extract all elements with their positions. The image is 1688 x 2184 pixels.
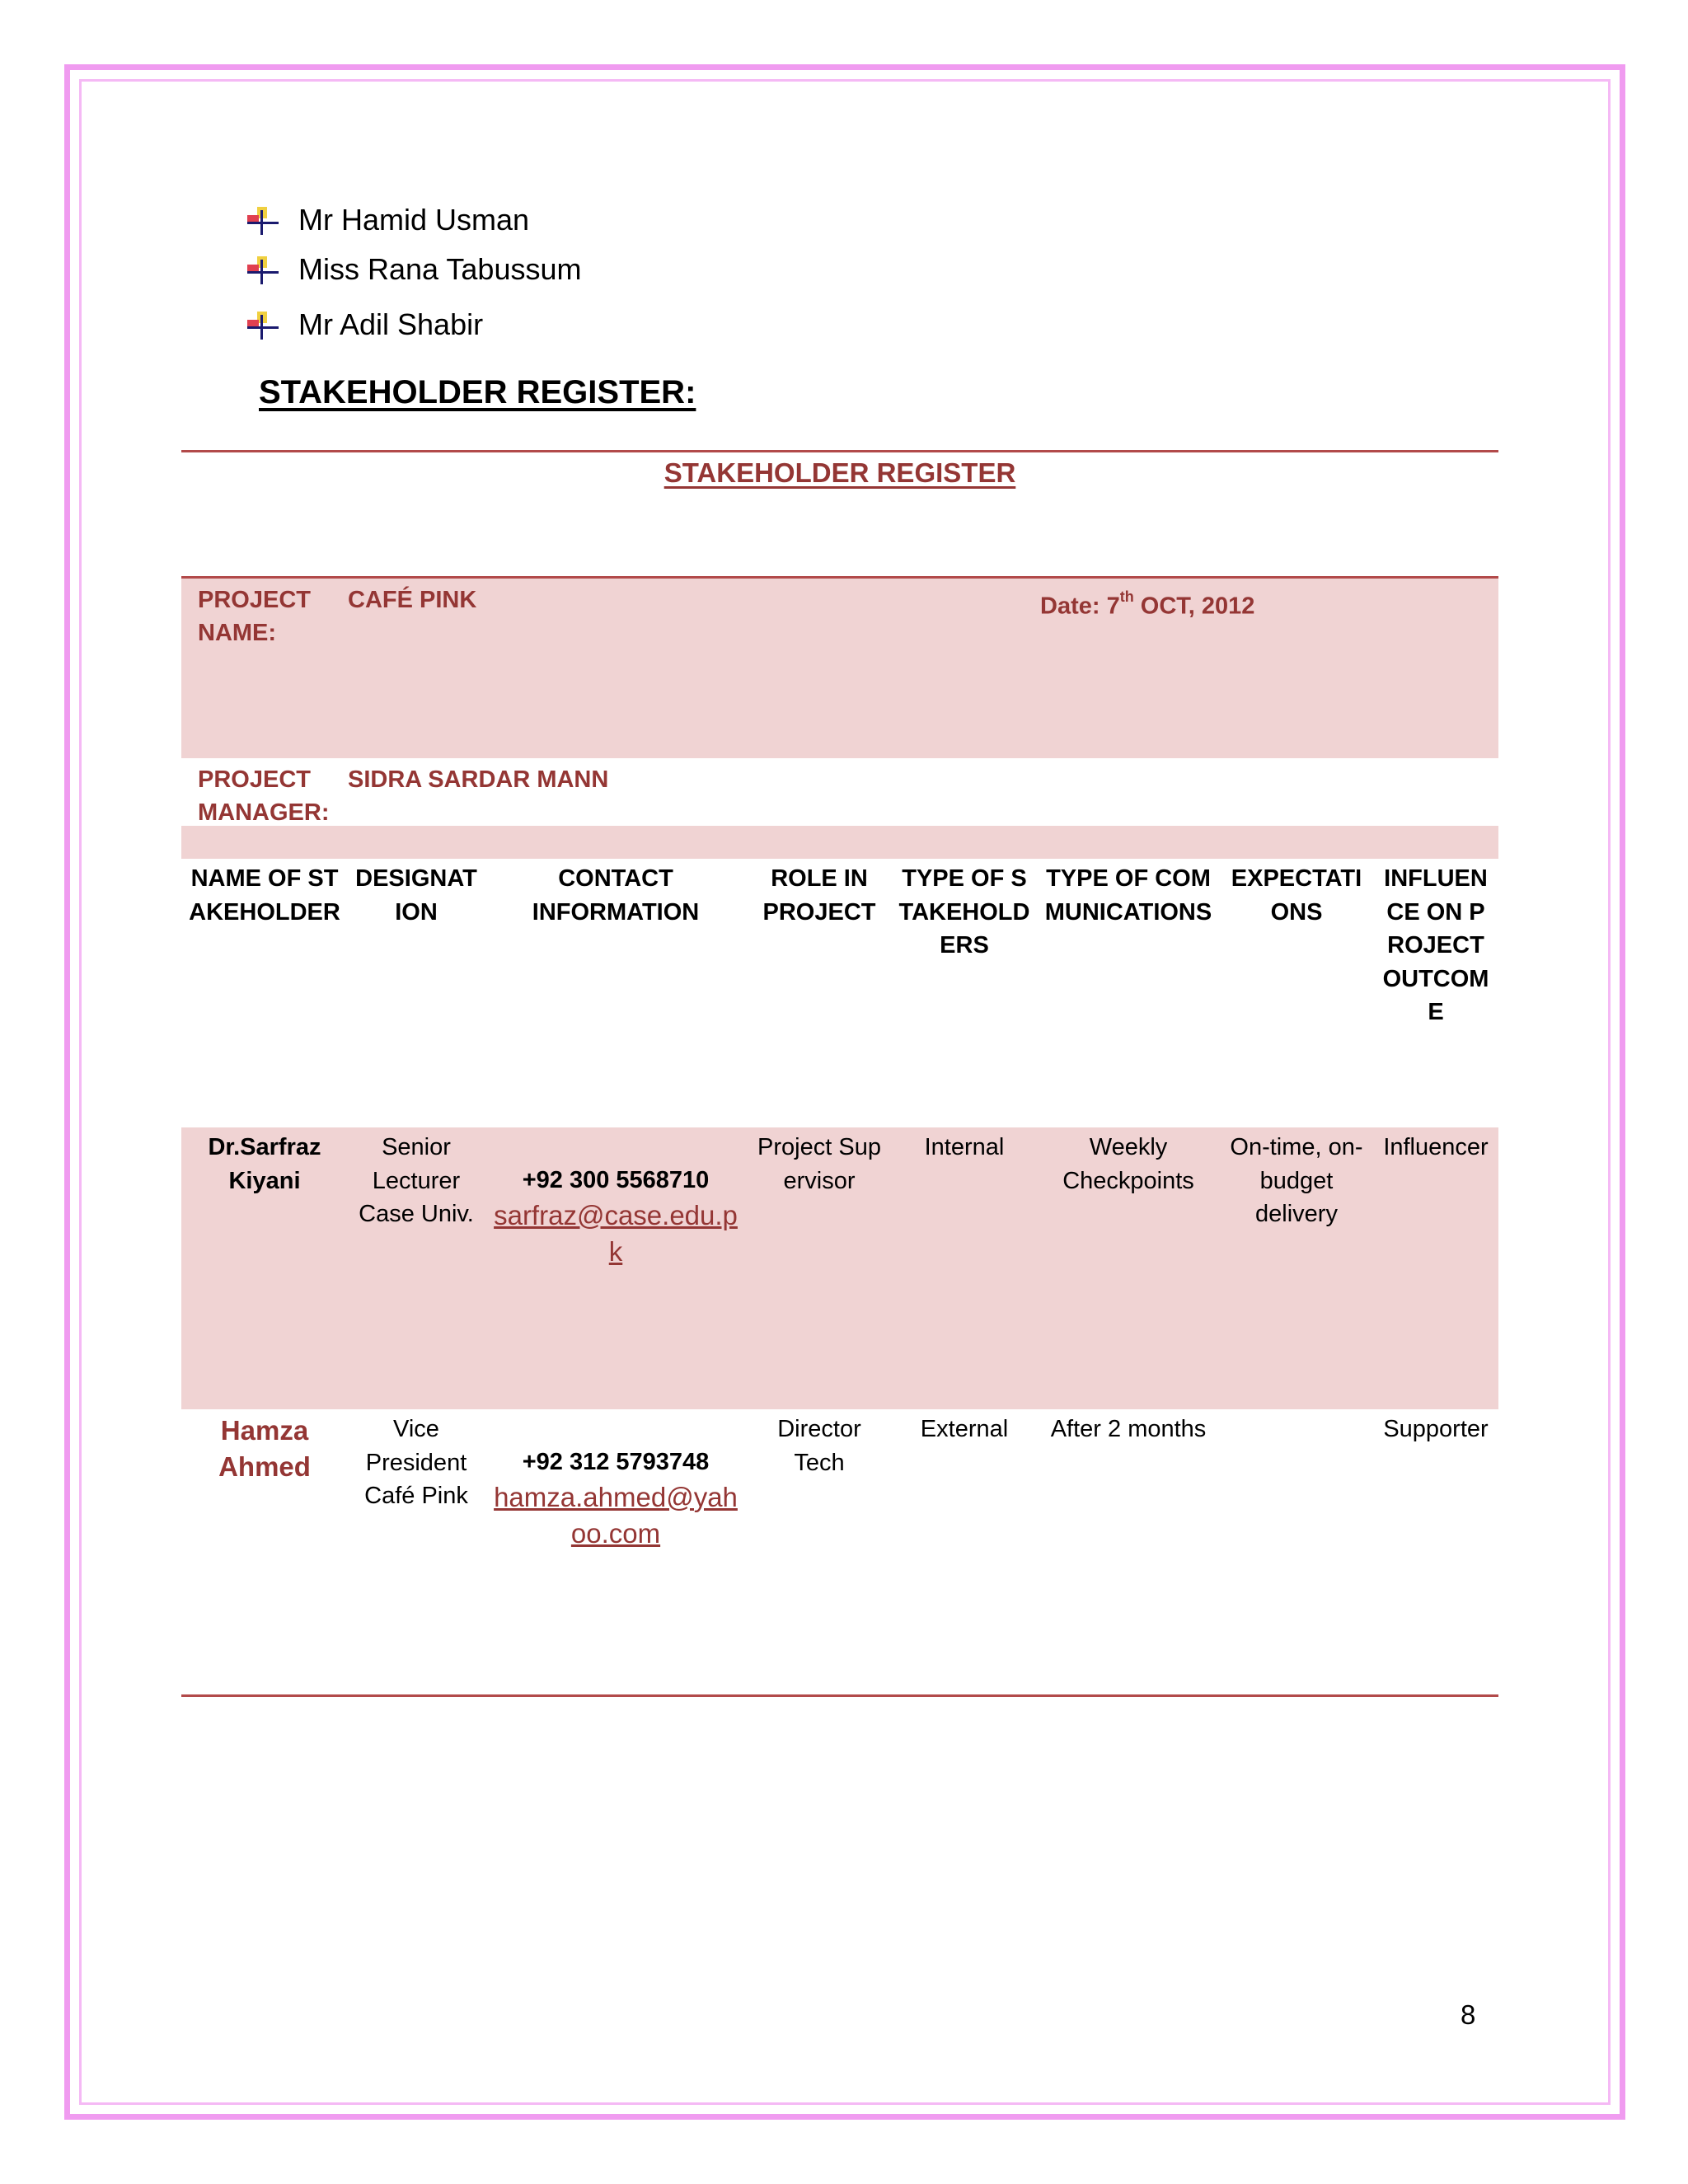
list-item-text: Mr Hamid Usman (298, 203, 530, 237)
table-row (181, 1127, 1498, 1409)
table-row (181, 1409, 1498, 1694)
stakeholder-register-table (181, 450, 1498, 1697)
column-header: ROLE IN PROJECT (762, 865, 876, 926)
phone-number: +92 312 5793748 (522, 1449, 710, 1475)
column-header: DESIGNATION (355, 865, 477, 926)
cross-bullet-icon (246, 204, 284, 237)
table-title: STAKEHOLDER REGISTER (663, 457, 1016, 488)
table-caption (181, 452, 1498, 576)
section-heading: STAKEHOLDER REGISTER: (259, 374, 696, 410)
stakeholder-type: External (920, 1416, 1009, 1442)
list-item (246, 196, 581, 244)
role-in-project: Director Tech (777, 1416, 861, 1476)
list-item-text: Mr Adil Shabir (298, 307, 484, 341)
cross-bullet-icon (246, 253, 284, 286)
list-item (246, 246, 581, 293)
stakeholder-designation: Senior Lecturer Case Univ. (359, 1134, 474, 1227)
table-bottom-rule (181, 1694, 1498, 1697)
column-header: INFLUENCE ON PROJECT OUTCOME (1382, 865, 1489, 1025)
stakeholder-type: Internal (924, 1134, 1005, 1160)
column-header: TYPE OF COMMUNICATIONS (1044, 865, 1212, 926)
influence: Influencer (1383, 1134, 1489, 1160)
stakeholder-designation: Vice President Café Pink (364, 1416, 468, 1509)
project-name-row (181, 579, 1498, 758)
page-number: 8 (1461, 1999, 1476, 2030)
email-link[interactable]: sarfraz@case.edu.pk (494, 1199, 738, 1267)
communication-type: Weekly Checkpoints (1062, 1134, 1194, 1194)
date-suffix: OCT, 2012 (1133, 593, 1255, 620)
list-item (246, 295, 581, 354)
project-manager: SIDRA SARDAR MANN (348, 766, 609, 793)
influence: Supporter (1383, 1416, 1489, 1442)
communication-type: After 2 months (1050, 1416, 1207, 1442)
project-manager-row (181, 758, 1498, 826)
expectations: On-time, on-budget delivery (1230, 1134, 1363, 1227)
contact-information (485, 1413, 747, 1694)
expectations (1220, 1413, 1373, 1694)
column-header: TYPE OF STAKEHOLDERS (898, 865, 1030, 958)
stakeholder-name: Dr.Sarfraz Kiyani (208, 1134, 321, 1194)
table-header-row (181, 859, 1498, 1127)
column-header: EXPECTATIONS (1231, 865, 1362, 926)
contact-information (485, 1131, 747, 1409)
column-header: NAME OF STAKEHOLDER (189, 865, 340, 926)
project-manager-label: PROJECT MANAGER: (198, 766, 330, 826)
project-name-label: PROJECT NAME: (198, 587, 311, 646)
role-in-project: Project Supervisor (757, 1134, 881, 1194)
cross-bullet-icon (246, 308, 284, 341)
date-prefix: Date: 7 (1040, 593, 1120, 620)
phone-number: +92 300 5568710 (522, 1167, 710, 1193)
project-name: CAFÉ PINK (348, 587, 477, 613)
spacer-row (181, 826, 1498, 859)
email-link[interactable]: hamza.ahmed@yahoo.com (494, 1481, 738, 1549)
bullet-list (246, 196, 581, 354)
date-superscript: th (1119, 588, 1134, 605)
list-item-text: Miss Rana Tabussum (298, 252, 582, 286)
stakeholder-name: Hamza Ahmed (218, 1415, 311, 1482)
project-date (1040, 583, 1498, 758)
column-header: CONTACT INFORMATION (532, 865, 700, 926)
